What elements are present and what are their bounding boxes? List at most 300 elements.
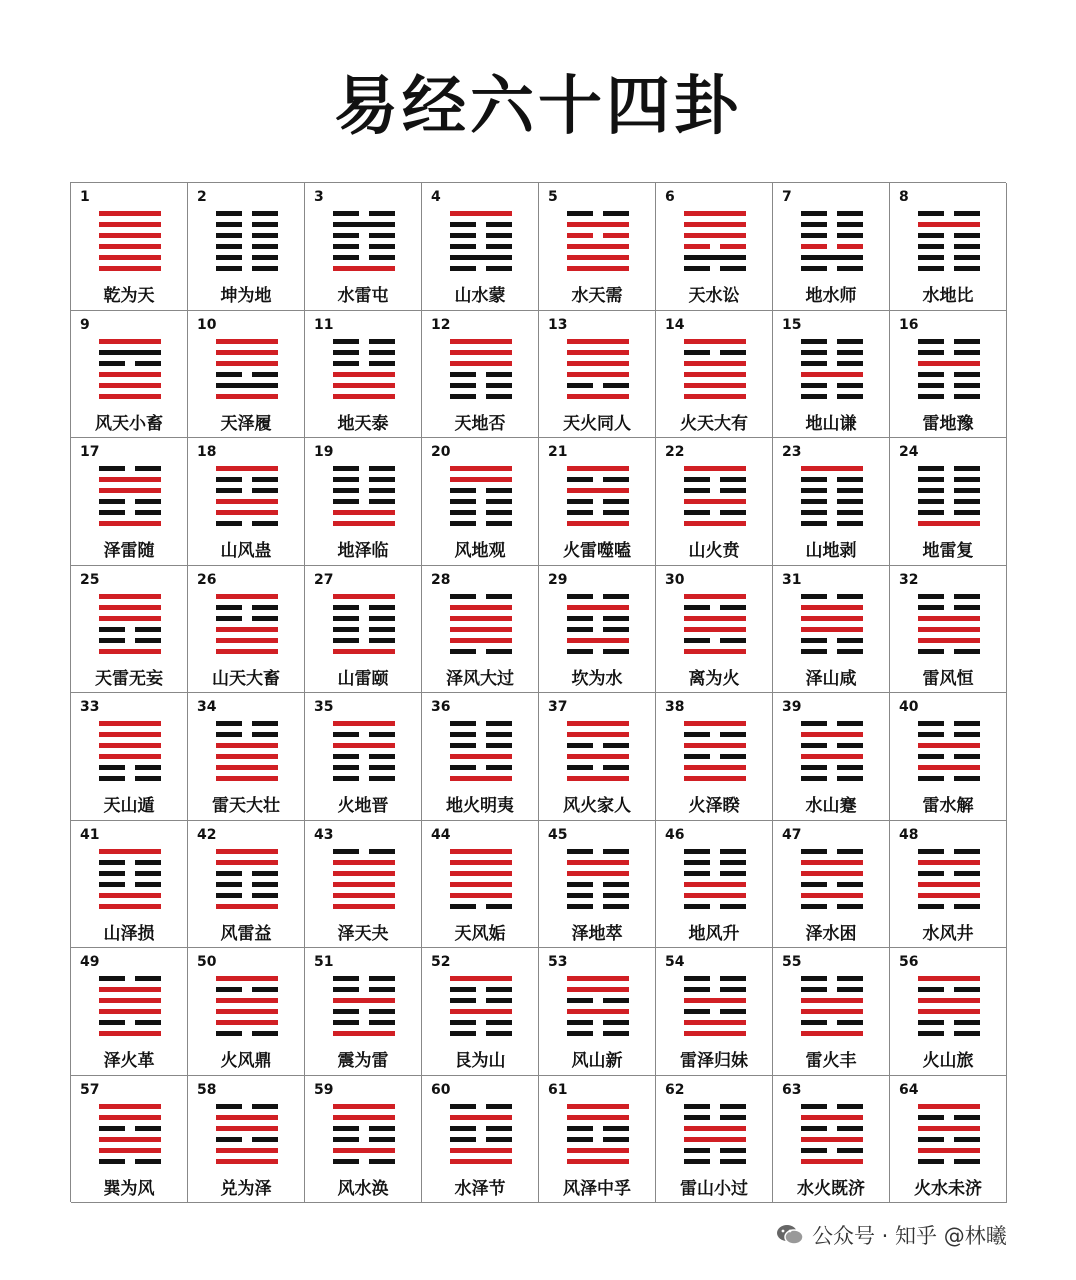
yang-line — [450, 882, 512, 887]
yin-line — [684, 510, 746, 515]
yang-line — [567, 339, 629, 344]
hexagram-cell — [656, 311, 773, 439]
hexagram-symbol — [918, 594, 980, 654]
hexagram-number: 12 — [431, 316, 451, 333]
hexagram-cell — [773, 821, 890, 949]
hexagram-name: 水地比 — [922, 286, 974, 306]
hexagram-cell — [890, 821, 1007, 949]
hexagram-number: 47 — [782, 826, 802, 843]
yang-line — [684, 721, 746, 726]
yin-line — [333, 488, 395, 493]
hexagram-number: 56 — [899, 954, 919, 970]
hexagram-number: 33 — [80, 699, 100, 715]
yang-line — [684, 743, 746, 748]
hexagram-number: 62 — [665, 1081, 685, 1098]
yin-line — [450, 1020, 512, 1025]
yang-line — [216, 1148, 278, 1153]
yang-line — [684, 499, 746, 504]
yang-line — [450, 638, 512, 643]
hexagram-symbol — [99, 466, 161, 526]
yin-line — [801, 339, 863, 344]
yin-line — [450, 499, 512, 504]
yang-line — [216, 649, 278, 654]
yin-line — [333, 361, 395, 366]
yin-line — [567, 765, 629, 770]
hexagram-number: 15 — [782, 316, 802, 333]
yin-line — [567, 211, 629, 216]
yang-line — [99, 488, 161, 493]
yang-line — [918, 743, 980, 748]
yin-line — [216, 233, 278, 238]
hexagram-cell — [71, 1076, 188, 1204]
yin-line — [801, 976, 863, 981]
hexagram-symbol — [567, 849, 629, 909]
yin-line — [99, 510, 161, 515]
yin-line — [333, 477, 395, 482]
hexagram-name: 风地观 — [454, 541, 506, 561]
hexagram-number: 43 — [314, 826, 334, 843]
yin-line — [333, 1126, 395, 1131]
yang-line — [99, 255, 161, 260]
yin-line — [450, 649, 512, 654]
hexagram-symbol — [333, 721, 395, 781]
yin-line — [918, 1159, 980, 1164]
hexagram-cell — [656, 693, 773, 821]
hexagram-name: 泽雷随 — [103, 541, 155, 561]
yin-line — [684, 871, 746, 876]
yang-line — [216, 499, 278, 504]
yang-line — [333, 1104, 395, 1109]
hexagram-number: 57 — [80, 1081, 100, 1098]
yang-line — [99, 350, 161, 355]
hexagram-symbol — [567, 721, 629, 781]
yang-line — [918, 222, 980, 227]
yang-line — [684, 1020, 746, 1025]
yin-line — [567, 1020, 629, 1025]
yin-line — [918, 1115, 980, 1120]
hexagram-name: 风雷益 — [220, 923, 272, 944]
hexagram-number: 16 — [899, 316, 919, 333]
yin-line — [333, 638, 395, 643]
yang-line — [333, 882, 395, 887]
yang-line — [216, 361, 278, 366]
hexagram-number: 14 — [665, 316, 685, 333]
yin-line — [99, 765, 161, 770]
yang-line — [684, 255, 746, 260]
hexagram-number: 7 — [782, 189, 792, 205]
yin-line — [684, 1148, 746, 1153]
yang-line — [450, 255, 512, 260]
hexagram-symbol — [918, 721, 980, 781]
hexagram-symbol — [99, 339, 161, 399]
yang-line — [99, 594, 161, 599]
yin-line — [216, 732, 278, 737]
yin-line — [801, 394, 863, 399]
hexagram-number: 48 — [899, 826, 919, 843]
yang-line — [684, 649, 746, 654]
yin-line — [918, 244, 980, 249]
yang-line — [216, 466, 278, 471]
yin-line — [684, 1009, 746, 1014]
hexagram-number: 42 — [197, 826, 217, 843]
yang-line — [216, 860, 278, 865]
yin-line — [801, 233, 863, 238]
hexagram-number: 60 — [431, 1081, 451, 1098]
hexagram-symbol — [684, 976, 746, 1036]
yin-line — [801, 383, 863, 388]
yin-line — [99, 976, 161, 981]
yang-line — [99, 383, 161, 388]
yin-line — [216, 605, 278, 610]
yin-line — [216, 987, 278, 992]
yin-line — [216, 244, 278, 249]
yang-line — [567, 466, 629, 471]
hexagram-cell — [656, 821, 773, 949]
hexagram-cell — [188, 821, 305, 949]
yang-line — [216, 627, 278, 632]
hexagram-cell — [539, 1076, 656, 1204]
hexagram-number: 35 — [314, 699, 334, 715]
yang-line — [684, 383, 746, 388]
hexagram-cell — [773, 438, 890, 566]
yin-line — [333, 499, 395, 504]
yin-line — [918, 1020, 980, 1025]
yang-line — [99, 266, 161, 271]
yang-line — [684, 361, 746, 366]
hexagram-symbol — [450, 339, 512, 399]
yang-line — [801, 1009, 863, 1014]
yang-line — [450, 1009, 512, 1014]
hexagram-cell — [539, 566, 656, 694]
yang-line — [99, 987, 161, 992]
wechat-icon — [776, 1223, 804, 1247]
yang-line — [801, 754, 863, 759]
yang-line — [216, 743, 278, 748]
yin-line — [567, 233, 629, 238]
yang-line — [333, 649, 395, 654]
hexagram-name: 山天大畜 — [212, 668, 280, 689]
hexagram-cell — [422, 948, 539, 1076]
yang-line — [567, 776, 629, 781]
yin-line — [684, 1104, 746, 1109]
hexagram-name: 地天泰 — [337, 413, 389, 434]
yin-line — [801, 477, 863, 482]
yang-line — [684, 627, 746, 632]
yin-line — [918, 1031, 980, 1036]
hexagram-name: 山雷颐 — [337, 668, 389, 689]
hexagram-cell — [773, 948, 890, 1076]
hexagram-symbol — [99, 976, 161, 1036]
yang-line — [450, 976, 512, 981]
hexagram-cell — [71, 183, 188, 311]
yin-line — [450, 1031, 512, 1036]
yang-line — [450, 849, 512, 854]
hexagram-symbol — [333, 976, 395, 1036]
yang-line — [684, 893, 746, 898]
hexagram-cell — [656, 438, 773, 566]
yang-line — [918, 1126, 980, 1131]
yang-line — [567, 1148, 629, 1153]
hexagram-number: 50 — [197, 954, 217, 970]
hexagram-name: 天火同人 — [563, 413, 631, 434]
yang-line — [99, 649, 161, 654]
yin-line — [801, 1148, 863, 1153]
hexagram-cell — [71, 821, 188, 949]
yin-line — [333, 616, 395, 621]
hexagram-name: 泽水困 — [805, 923, 857, 944]
yang-line — [216, 976, 278, 981]
yang-line — [216, 776, 278, 781]
yin-line — [450, 394, 512, 399]
yang-line — [918, 860, 980, 865]
yin-line — [918, 383, 980, 388]
yang-line — [99, 1137, 161, 1142]
yang-line — [99, 233, 161, 238]
hexagram-symbol — [567, 594, 629, 654]
yang-line — [333, 266, 395, 271]
yin-line — [801, 1104, 863, 1109]
yang-line — [450, 893, 512, 898]
yang-line — [918, 1009, 980, 1014]
hexagram-name: 水泽节 — [454, 1178, 506, 1199]
yin-line — [333, 211, 395, 216]
hexagram-name: 雷风恒 — [922, 668, 974, 689]
hexagram-symbol — [801, 849, 863, 909]
hexagram-symbol — [99, 594, 161, 654]
yang-line — [684, 765, 746, 770]
yang-line — [216, 394, 278, 399]
hexagram-name: 山泽损 — [103, 923, 155, 944]
hexagram-symbol — [216, 339, 278, 399]
hexagram-name: 山地剥 — [805, 541, 857, 561]
hexagram-name: 泽山咸 — [805, 668, 857, 689]
yin-line — [801, 649, 863, 654]
hexagram-symbol — [684, 1104, 746, 1164]
hexagram-name: 坤为地 — [220, 286, 272, 306]
yang-line — [99, 998, 161, 1003]
yang-line — [99, 616, 161, 621]
yin-line — [684, 477, 746, 482]
yang-line — [333, 904, 395, 909]
yin-line — [333, 849, 395, 854]
yin-line — [918, 754, 980, 759]
yang-line — [567, 350, 629, 355]
hexagram-cell — [422, 821, 539, 949]
yin-line — [333, 732, 395, 737]
hexagram-number: 41 — [80, 826, 100, 843]
hexagram-symbol — [216, 211, 278, 271]
yang-line — [567, 976, 629, 981]
yang-line — [216, 849, 278, 854]
yin-line — [567, 627, 629, 632]
yin-line — [918, 605, 980, 610]
hexagram-cell — [71, 693, 188, 821]
yin-line — [567, 383, 629, 388]
yang-line — [567, 266, 629, 271]
yin-line — [216, 616, 278, 621]
yin-line — [567, 616, 629, 621]
hexagram-number: 19 — [314, 444, 334, 460]
yang-line — [684, 222, 746, 227]
yin-line — [684, 849, 746, 854]
yang-line — [684, 466, 746, 471]
yin-line — [801, 488, 863, 493]
yin-line — [450, 244, 512, 249]
yang-line — [801, 998, 863, 1003]
hexagram-symbol — [450, 976, 512, 1036]
yang-line — [567, 372, 629, 377]
yang-line — [216, 765, 278, 770]
hexagram-number: 18 — [197, 444, 217, 460]
hexagram-name: 火水未济 — [914, 1178, 982, 1199]
yin-line — [567, 882, 629, 887]
hexagram-name: 泽地萃 — [571, 923, 623, 944]
yang-line — [216, 638, 278, 643]
yang-line — [918, 893, 980, 898]
yang-line — [99, 754, 161, 759]
yin-line — [450, 743, 512, 748]
yin-line — [450, 1137, 512, 1142]
yin-line — [450, 233, 512, 238]
hexagram-symbol — [801, 721, 863, 781]
hexagram-name: 地风升 — [688, 923, 740, 944]
yang-line — [450, 860, 512, 865]
yin-line — [801, 638, 863, 643]
hexagram-number: 36 — [431, 699, 451, 715]
hexagram-cell — [188, 311, 305, 439]
yang-line — [99, 732, 161, 737]
hexagram-number: 22 — [665, 444, 685, 460]
yin-line — [567, 849, 629, 854]
hexagram-name: 地山谦 — [805, 413, 857, 434]
hexagram-cell — [188, 1076, 305, 1204]
hexagram-cell — [773, 311, 890, 439]
hexagram-name: 风泽中孚 — [563, 1178, 631, 1199]
yang-line — [567, 721, 629, 726]
hexagram-cell — [890, 566, 1007, 694]
yin-line — [918, 372, 980, 377]
hexagram-name: 火雷噬嗑 — [563, 541, 631, 561]
yang-line — [567, 732, 629, 737]
yang-line — [684, 594, 746, 599]
yin-line — [567, 649, 629, 654]
yin-line — [333, 339, 395, 344]
yang-line — [684, 1137, 746, 1142]
yin-line — [801, 244, 863, 249]
yin-line — [684, 860, 746, 865]
yin-line — [450, 594, 512, 599]
yang-line — [684, 211, 746, 216]
hexagram-symbol — [567, 211, 629, 271]
hexagram-cell — [539, 693, 656, 821]
page-title: 易经六十四卦 — [334, 69, 742, 144]
yang-line — [450, 1115, 512, 1120]
yin-line — [333, 1009, 395, 1014]
yin-line — [450, 372, 512, 377]
hexagram-number: 53 — [548, 954, 568, 970]
hexagram-cell — [890, 183, 1007, 311]
yang-line — [450, 466, 512, 471]
yang-line — [99, 1009, 161, 1014]
hexagram-symbol — [801, 466, 863, 526]
yang-line — [333, 521, 395, 526]
yang-line — [684, 1031, 746, 1036]
yin-line — [216, 488, 278, 493]
yang-line — [684, 882, 746, 887]
hexagram-name: 泽天夬 — [337, 923, 389, 944]
hexagram-cell — [305, 438, 422, 566]
yang-line — [99, 477, 161, 482]
yang-line — [684, 372, 746, 377]
yang-line — [450, 754, 512, 759]
yin-line — [333, 627, 395, 632]
yin-line — [918, 510, 980, 515]
yang-line — [450, 361, 512, 366]
hexagram-name: 水天需 — [571, 286, 623, 306]
hexagram-cell — [305, 566, 422, 694]
hexagram-number: 31 — [782, 571, 802, 588]
yin-line — [801, 350, 863, 355]
yang-line — [99, 211, 161, 216]
yin-line — [450, 510, 512, 515]
yang-line — [333, 998, 395, 1003]
hexagram-symbol — [216, 721, 278, 781]
yin-line — [216, 477, 278, 482]
yang-line — [801, 860, 863, 865]
yang-line — [99, 1115, 161, 1120]
yang-line — [216, 594, 278, 599]
yin-line — [99, 1159, 161, 1164]
yin-line — [333, 987, 395, 992]
hexagram-cell — [656, 566, 773, 694]
yin-line — [684, 350, 746, 355]
yang-line — [333, 1031, 395, 1036]
hexagram-cell — [539, 311, 656, 439]
yin-line — [333, 776, 395, 781]
yin-line — [567, 1031, 629, 1036]
yin-line — [918, 871, 980, 876]
hexagram-cell — [305, 183, 422, 311]
hexagram-symbol — [918, 976, 980, 1036]
hexagram-number: 54 — [665, 954, 685, 970]
hexagram-name: 水火既济 — [797, 1178, 865, 1199]
hexagram-number: 27 — [314, 571, 334, 588]
yin-line — [918, 594, 980, 599]
hexagram-symbol — [99, 721, 161, 781]
yin-line — [918, 849, 980, 854]
yang-line — [567, 1104, 629, 1109]
hexagram-cell — [773, 566, 890, 694]
yang-line — [567, 860, 629, 865]
hexagram-name: 天水讼 — [688, 286, 740, 306]
yang-line — [918, 1148, 980, 1153]
yang-line — [99, 222, 161, 227]
hexagram-number: 44 — [431, 826, 451, 843]
yang-line — [99, 893, 161, 898]
hexagram-cell — [773, 1076, 890, 1204]
hexagram-name: 天地否 — [454, 413, 506, 434]
yin-line — [216, 372, 278, 377]
yang-line — [216, 1159, 278, 1164]
yin-line — [99, 871, 161, 876]
hexagram-symbol — [567, 466, 629, 526]
yin-line — [918, 488, 980, 493]
yang-line — [567, 521, 629, 526]
hexagram-cell — [422, 693, 539, 821]
hexagram-name: 地雷复 — [922, 541, 974, 561]
hexagram-number: 3 — [314, 189, 324, 205]
hexagram-name: 山风蛊 — [220, 541, 272, 561]
